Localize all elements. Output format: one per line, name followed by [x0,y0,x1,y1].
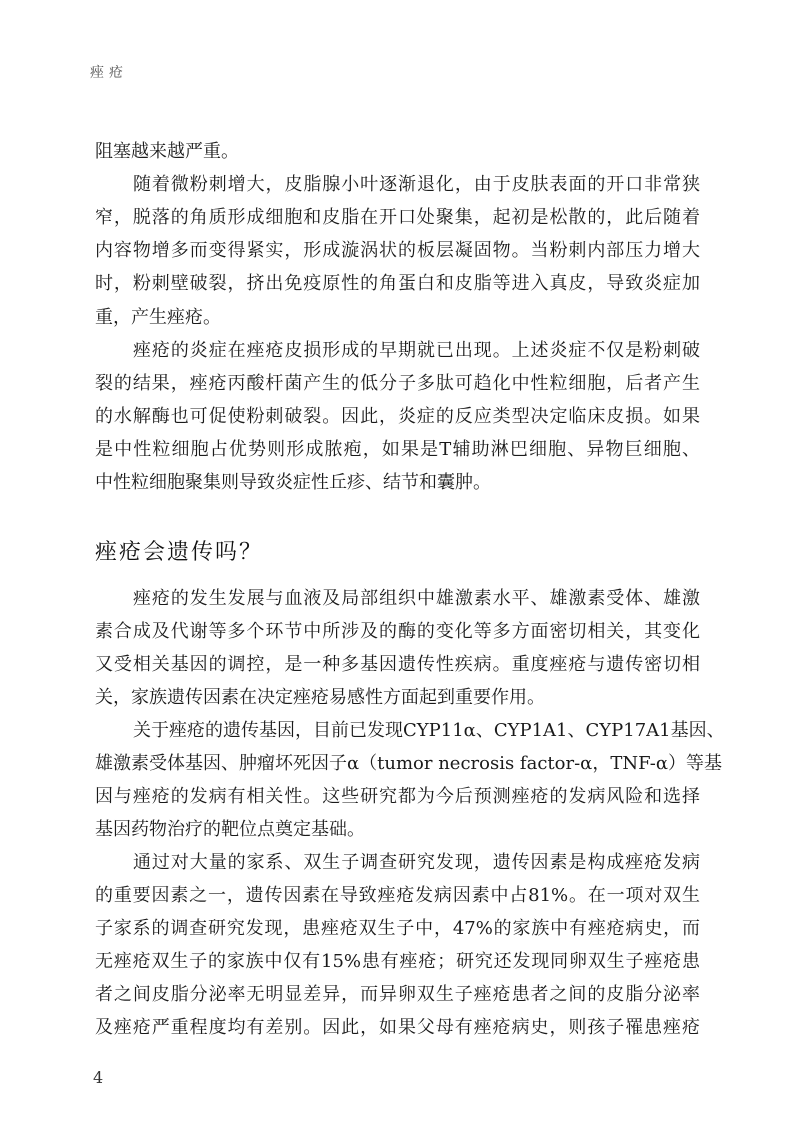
text-line: 无痤疮双生子的家族中仅有15%患有痤疮；研究还发现同卵双生子痤疮患 [95,951,700,972]
text-line: 阻塞越来越严重。 [95,141,239,162]
text-line: 子家系的调查研究发现，患痤疮双生子中，47%的家族中有痤疮病史，而 [95,918,700,939]
text-line: 中性粒细胞聚集则导致炎症性丘疹、结节和囊肿。 [95,472,491,493]
text-line: 痤疮的炎症在痤疮皮损形成的早期就已出现。上述炎症不仅是粉刺破 [133,339,700,361]
section-heading: 痤疮会遗传吗？ [95,540,264,565]
text-line: 重，产生痤疮。 [95,306,221,328]
text-line: 裂的结果，痤疮丙酸杆菌产生的低分子多肽可趋化中性粒细胞，后者产生 [95,372,700,394]
text-line: 窄，脱落的角质形成细胞和皮脂在开口处聚集，起初是松散的，此后随着 [95,207,700,229]
text-line: 是中性粒细胞占优势则形成脓疱，如果是T辅助淋巴细胞、异物巨细胞、 [95,438,700,460]
text-line: 的重要因素之一，遗传因素在导致痤疮发病因素中占81%。在一项对双生 [95,885,700,906]
text-line: 因与痤疮的发病有相关性。这些研究都为今后预测痤疮的发病风险和选择 [95,786,700,807]
text-line: 随着微粉刺增大，皮脂腺小叶逐渐退化，由于皮肤表面的开口非常狭 [133,174,700,196]
text-line: 关于痤疮的遗传基因，目前已发现CYP11α、CYP1A1、CYP17A1基因、 [133,720,725,741]
text-line: 痤疮的发生发展与血液及局部组织中雄激素水平、雄激素受体、雄激 [133,588,700,609]
running-head: 痤疮 [90,65,128,81]
text-line: 及痤疮严重程度均有差别。因此，如果父母有痤疮病史，则孩子罹患痤疮 [95,1017,700,1038]
text-line: 雄激素受体基因、肿瘤坏死因子α（tumor necrosis factor-α，TNF-α）等基 [95,753,722,774]
text-line: 时，粉刺壁破裂，挤出免疫原性的角蛋白和皮脂等进入真皮，导致炎症加 [95,273,700,295]
text-line: 通过对大量的家系、双生子调查研究发现，遗传因素是构成痤疮发病 [133,852,700,873]
page-number: 4 [93,1068,104,1087]
text-line: 关，家族遗传因素在决定痤疮易感性方面起到重要作用。 [95,687,545,708]
text-line: 素合成及代谢等多个环节中所涉及的酶的变化等多方面密切相关，其变化 [95,621,700,642]
text-line: 基因药物治疗的靶位点奠定基础。 [95,819,365,840]
text-line: 又受相关基因的调控，是一种多基因遗传性疾病。重度痤疮与遗传密切相 [95,654,700,675]
text-line: 内容物增多而变得紧实，形成漩涡状的板层凝固物。当粉刺内部压力增大 [95,240,700,262]
text-line: 者之间皮脂分泌率无明显差异，而异卵双生子痤疮患者之间的皮脂分泌率 [95,984,700,1005]
text-line: 的水解酶也可促使粉刺破裂。因此，炎症的反应类型决定临床皮损。如果 [95,405,700,427]
